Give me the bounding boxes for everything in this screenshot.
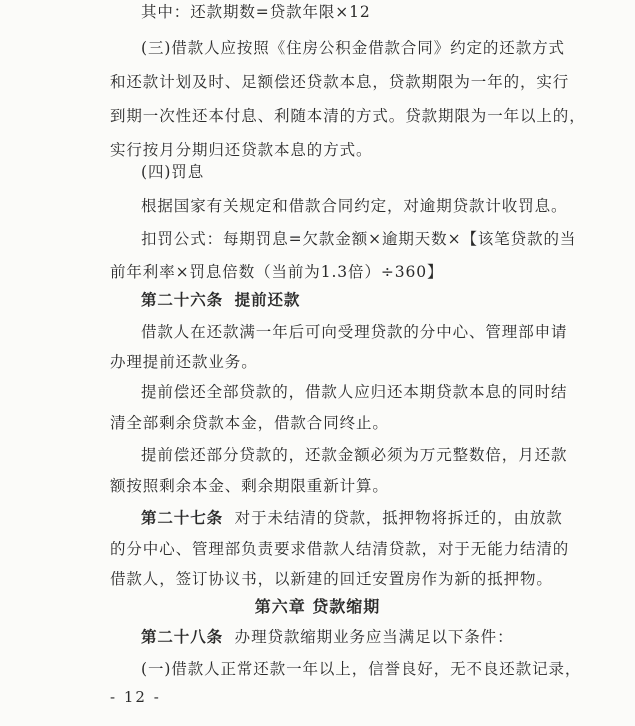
text-line: 其中：还款期数=贷款年限×12 [141,3,371,21]
text-line: 到期一次性还本付息、利随本清的方式。贷款期限为一年以上的， [110,107,586,125]
article-26-heading [141,290,300,310]
text-line: 的分中心、管理部负责要求借款人结清贷款，对于无能力结清的 [110,540,570,558]
text-line: (三)借款人应按照《住房公积金借款合同》约定的还款方式 [141,39,565,57]
text-span: 办理贷款缩期业务应当满足以下条件： [234,628,514,646]
text-line: 借款人，签订协议书，以新建的回迁安置房作为新的抵押物。 [110,570,553,588]
text-line: 扣罚公式：每期罚息=欠款金额×逾期天数×【该笔贷款的当 [141,230,577,248]
text-line: 实行按月分期归还贷款本息的方式。 [110,141,373,159]
article-number: 第二十八条 [141,627,224,646]
text-line: 根据国家有关规定和借款合同约定，对逾期贷款计收罚息。 [141,197,568,215]
text-line: 和还款计划及时、足额偿还贷款本息，贷款期限为一年的，实行 [110,73,570,91]
text-line: 额按照剩余本金、剩余期限重新计算。 [110,477,389,495]
article-heading: 提前还款 [234,290,301,309]
article-28-line [141,627,513,647]
text-line: (一)借款人正常还款一年以上，信誉良好，无不良还款记录， [141,660,582,678]
text-line: 办理提前还款业务。 [110,353,258,371]
article-number: 第二十六条 [141,290,224,309]
article-number: 第二十七条 [141,508,224,527]
text-line: 提前偿还全部贷款的，借款人应归还本期贷款本息的同时结 [141,383,568,401]
text-line: 前年利率×罚息倍数（当前为1.3倍）÷360】 [110,263,444,281]
article-27-line [141,508,563,528]
text-line: 借款人在还款满一年后可向受理贷款的分中心、管理部申请 [141,323,568,341]
text-line: 清全部剩余贷款本金，借款合同终止。 [110,414,389,432]
text-span: 对于未结清的贷款，抵押物将拆迁的，由放款 [234,509,563,527]
section-heading: (四)罚息 [141,163,205,181]
text-line: 提前偿还部分贷款的，还款金额必须为万元整数倍，月还款 [141,446,568,464]
chapter-title: 第六章 贷款缩期 [254,597,381,616]
page-number: - 12 - [110,688,161,706]
